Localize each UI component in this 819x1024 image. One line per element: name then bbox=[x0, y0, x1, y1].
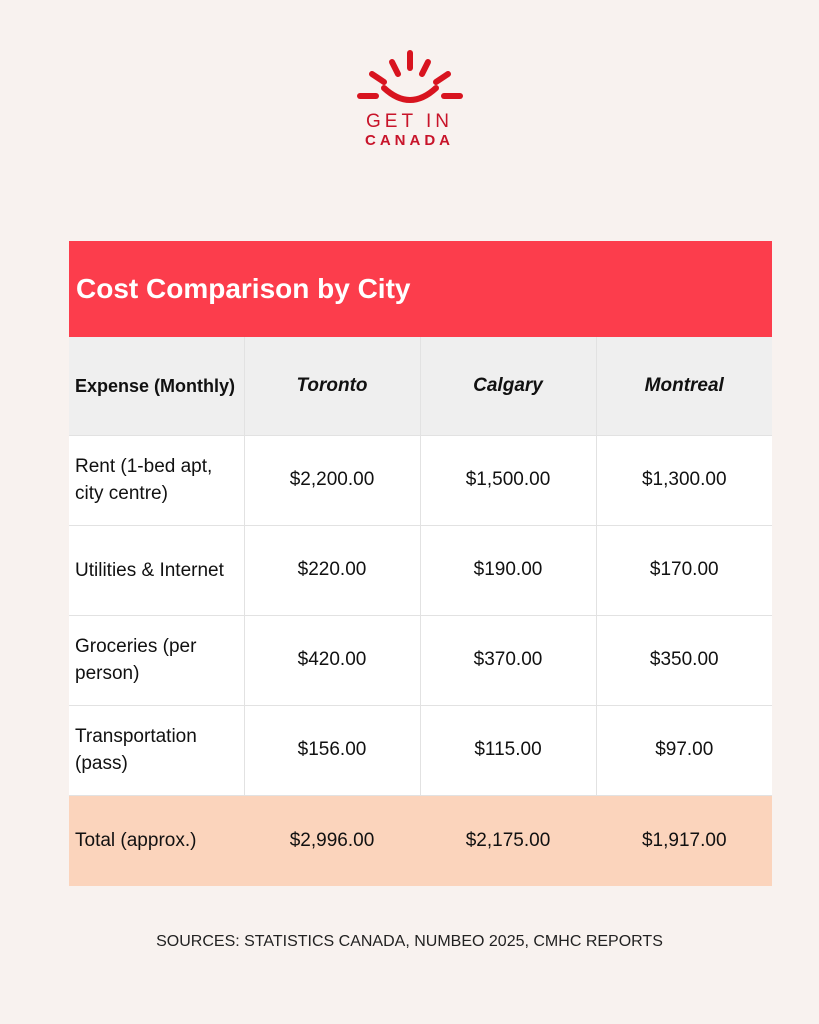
cost-table bbox=[69, 337, 772, 886]
brand-line2: CANADA bbox=[365, 132, 454, 149]
row-label: Transportation (pass) bbox=[69, 705, 244, 795]
table-title: Cost Comparison by City bbox=[69, 241, 772, 337]
table-row bbox=[69, 435, 772, 525]
cell-toronto: $420.00 bbox=[244, 615, 420, 705]
brand-line1: GET IN bbox=[366, 111, 453, 132]
header-montreal: Montreal bbox=[596, 337, 772, 435]
cost-comparison-card bbox=[69, 241, 772, 886]
cell-montreal: $350.00 bbox=[596, 615, 772, 705]
brand-logo bbox=[0, 48, 819, 150]
total-montreal: $1,917.00 bbox=[641, 829, 727, 851]
table-row bbox=[69, 705, 772, 795]
table-row bbox=[69, 615, 772, 705]
cell-montreal: $97.00 bbox=[596, 705, 772, 795]
table-row bbox=[69, 525, 772, 615]
sunburst-logo-icon bbox=[354, 48, 466, 108]
total-calgary: $2,175.00 bbox=[420, 795, 596, 886]
row-label: Rent (1-bed apt, city centre) bbox=[69, 435, 244, 525]
cell-montreal: $1,300.00 bbox=[596, 435, 772, 525]
header-toronto: Toronto bbox=[244, 337, 420, 435]
cell-calgary: $190.00 bbox=[420, 525, 596, 615]
total-label: Total (approx.) bbox=[69, 795, 244, 886]
cell-toronto: $156.00 bbox=[244, 705, 420, 795]
sources-note: SOURCES: STATISTICS CANADA, NUMBEO 2025, CMHC REPORTS bbox=[156, 933, 663, 950]
header-expense: Expense (Monthly) bbox=[69, 337, 244, 435]
cell-calgary: $1,500.00 bbox=[420, 435, 596, 525]
cell-calgary: $370.00 bbox=[420, 615, 596, 705]
row-label: Groceries (per person) bbox=[69, 615, 244, 705]
cell-toronto: $2,200.00 bbox=[244, 435, 420, 525]
cell-montreal: $170.00 bbox=[596, 525, 772, 615]
cell-calgary: $115.00 bbox=[420, 705, 596, 795]
cell-toronto: $220.00 bbox=[244, 525, 420, 615]
total-toronto: $2,996.00 bbox=[244, 795, 420, 886]
header-row bbox=[69, 337, 772, 435]
row-label: Utilities & Internet bbox=[69, 525, 244, 615]
header-calgary: Calgary bbox=[420, 337, 596, 435]
total-row bbox=[69, 795, 772, 886]
